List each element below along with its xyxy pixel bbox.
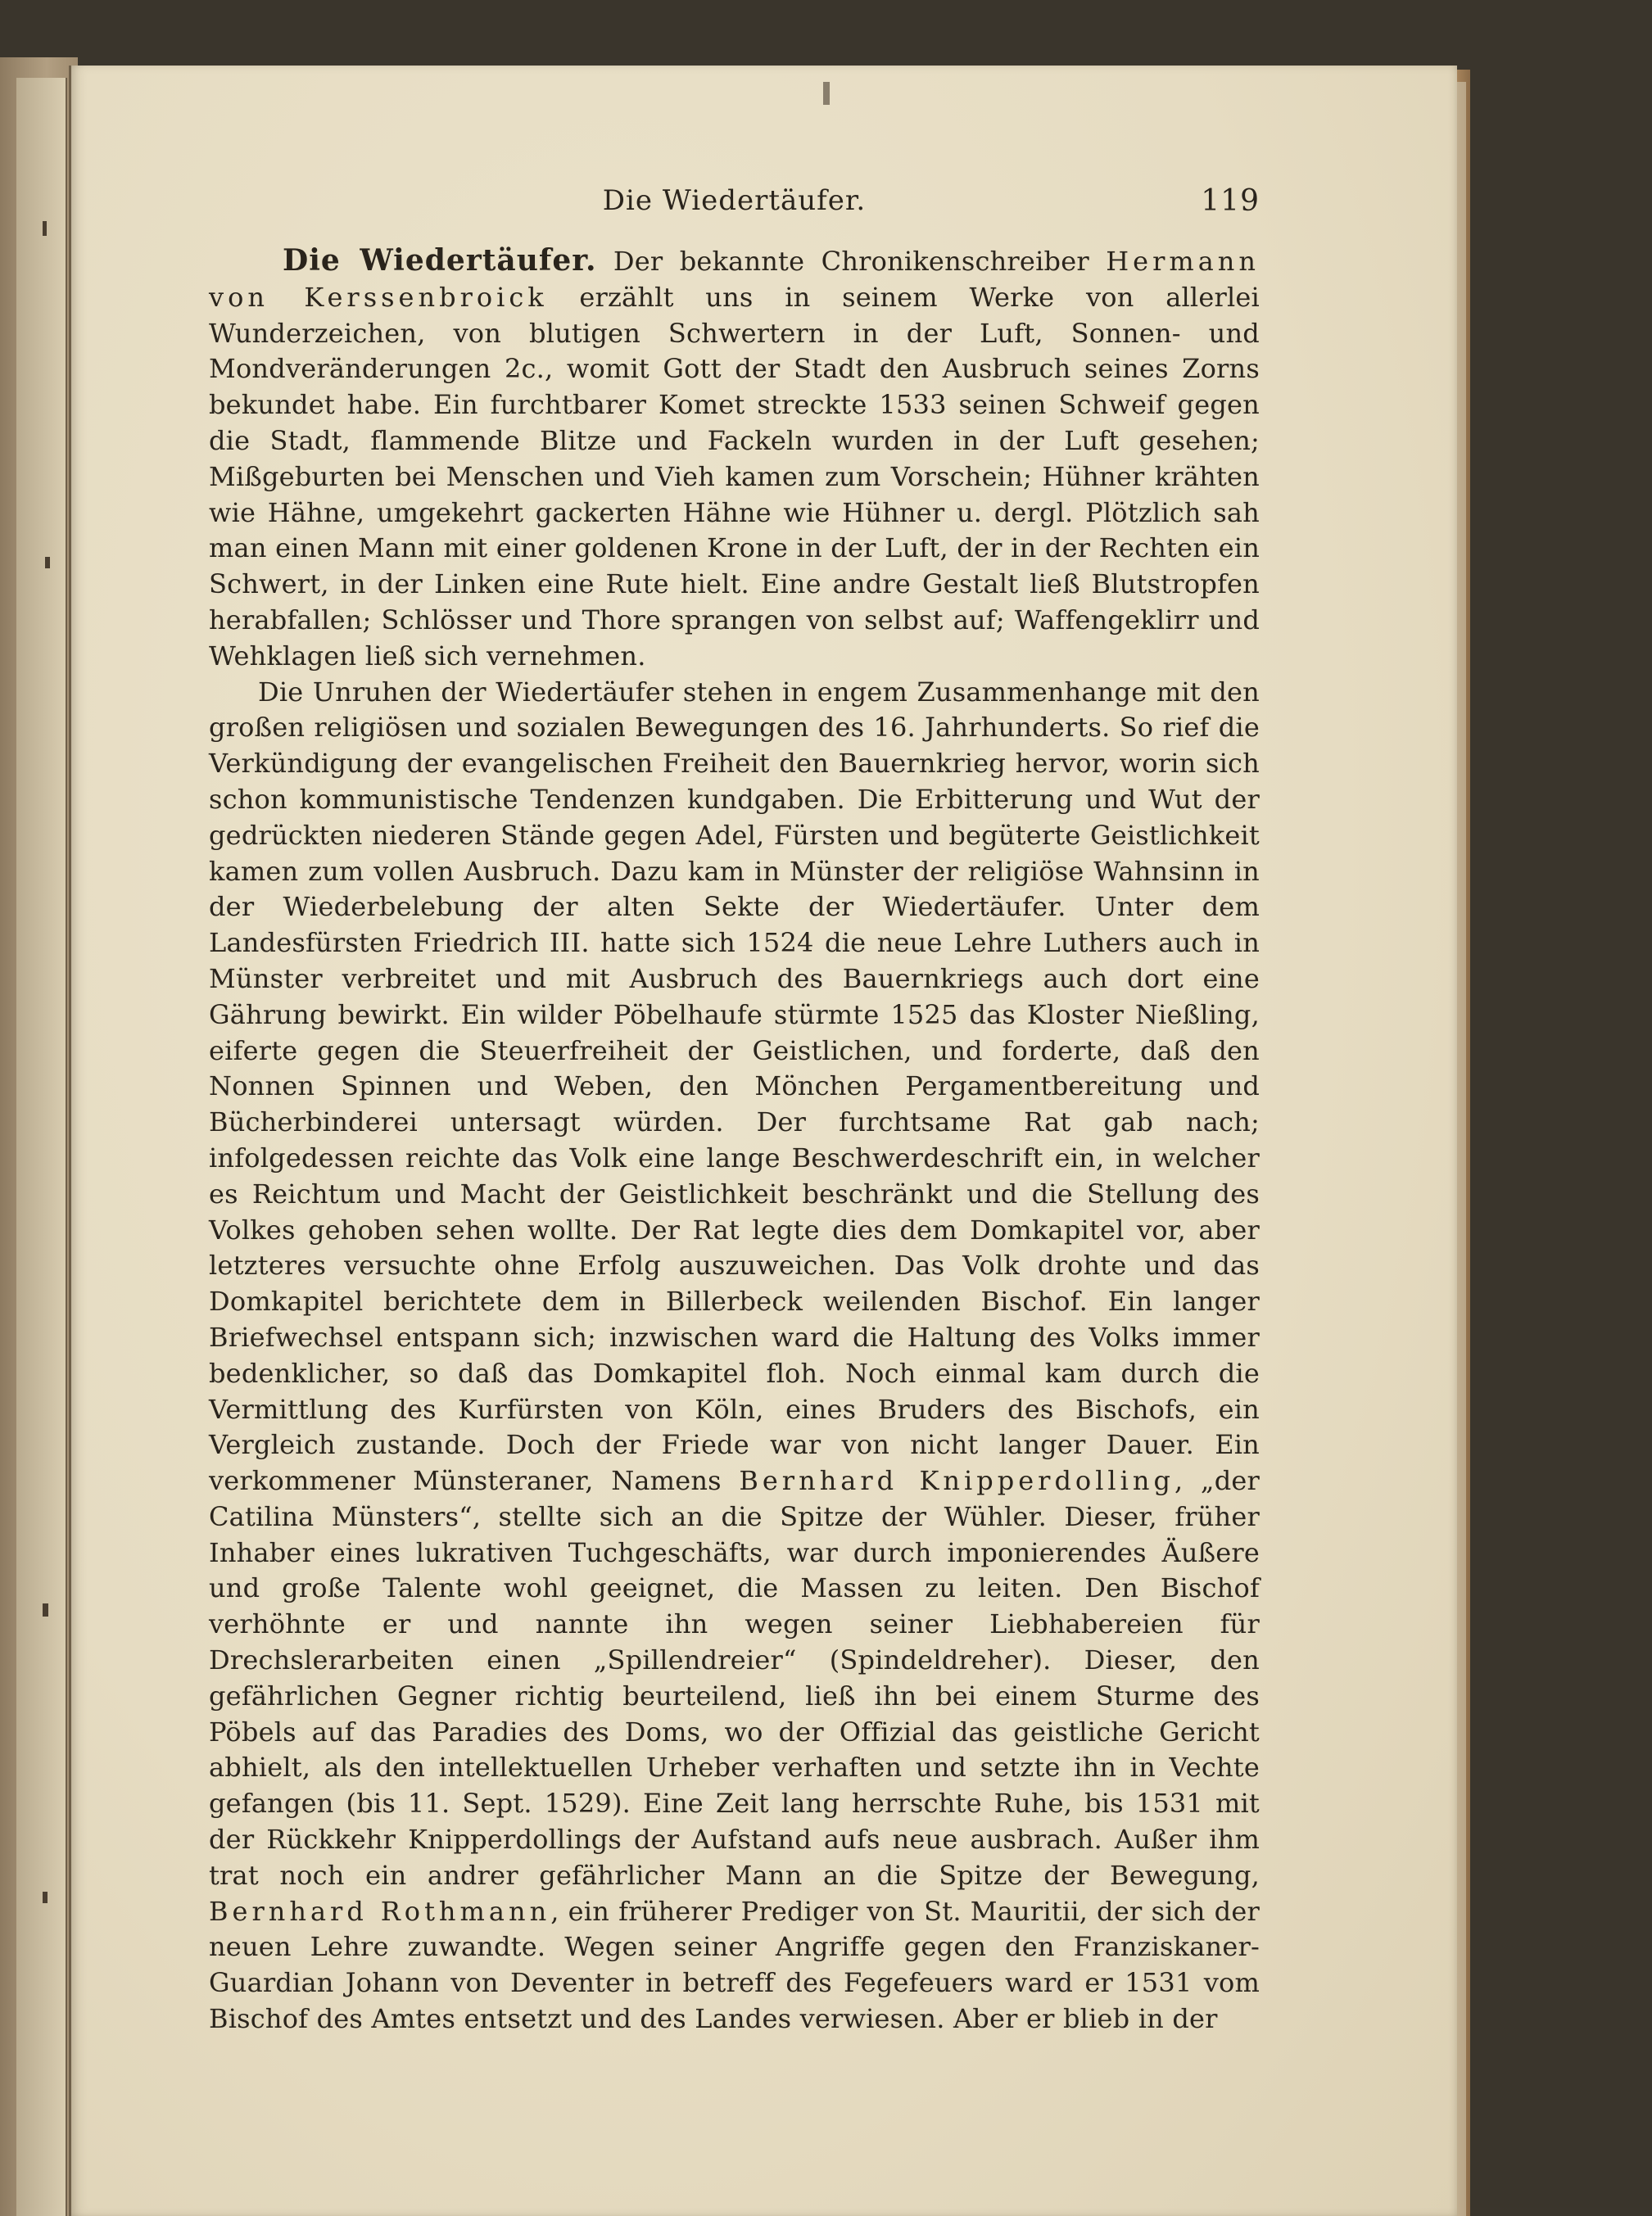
paragraph-2 bbox=[209, 675, 1260, 2037]
paragraph-1-text-a: Der bekannte Chronikenschreiber bbox=[613, 246, 1107, 277]
margin-mark bbox=[45, 557, 50, 568]
text-block bbox=[209, 184, 1260, 2133]
person-name: Bernhard Rothmann bbox=[209, 1895, 551, 1927]
gutter bbox=[69, 66, 71, 2216]
left-page-edge bbox=[16, 78, 67, 2216]
person-name: Bernhard Knipperdolling bbox=[739, 1465, 1175, 1497]
running-head bbox=[209, 184, 1260, 233]
body-text bbox=[209, 243, 1260, 2037]
margin-mark bbox=[43, 1892, 48, 1903]
paragraph-2-text-a: Die Unruhen der Wiedertäufer stehen in engem Zusammenhange mit den großen religiösen und sozialen Bewegungen des 16. Jahrhunderts. So rief die Verkündigung der evangelischen Freiheit den Bauernkrieg hervor, worin sich schon kommunistische Tendenzen kundgaben. Die Erbitterung und Wut der gedrückten niederen Stände gegen Adel, Fürsten und begüterte Geistlichkeit kamen zum vollen Ausbruch. Dazu kam in Münster der religiöse Wahnsinn in der Wiederbelebung der alten Sekte der Wiedertäufer. Unter dem Landesfürsten Friedrich III. hatte sich 1524 die neue Lehre Luthers auch in Münster verbreitet und mit Ausbruch des Bauernkriegs auch dort eine Gährung bewirkt. Ein wilder Pöbelhaufe stürmte 1525 das Kloster Nießling, eiferte gegen die Steuerfreiheit der Geistlichen, und forderte, daß den Nonnen Spinnen und Weben, den Mönchen Pergamentbereitung und Bücherbinderei untersagt würden. Der furchtsame Rat gab nach; infolgedessen reichte das Volk eine lange Beschwerdeschrift ein, in welcher es Reichtum und Macht der Geistlichkeit beschränkt und die Stellung des Volkes gehoben sehen wollte. Der Rat legte dies dem Domkapitel vor, aber letzteres versuchte ohne Erfolg auszuweichen. Das Volk drohte und das Domkapitel berichtete dem in Billerbeck weilenden Bischof. Ein langer Briefwechsel entspann sich; inzwischen ward die Haltung des Volks immer bedenklicher, so daß das Domkapitel floh. Noch einmal kam durch die Vermittlung des Kurfürsten von Köln, eines Bruders des Bischofs, ein Vergleich zustande. Doch der Friede war von nicht langer Dauer. Ein verkommener Münsteraner, Namens bbox=[209, 676, 1260, 1497]
margin-mark bbox=[43, 1603, 48, 1617]
page-number: 119 bbox=[1201, 184, 1260, 218]
running-title: Die Wiedertäufer. bbox=[602, 184, 867, 217]
person-name: Hermann von Kerssenbroick bbox=[209, 246, 1260, 313]
paragraph-2-text-b: , „der Catilina Münsters“, stellte sich an die Spitze der Wühler. Dieser, früher Inhaber eines lukrativen Tuchgeschäfts, war durch imponierendes Äußere und große Talente wohl geeignet, die Massen zu leiten. Den Bischof verhöhnte er und nannte ihn wegen seiner Liebhabereien für Drechslerarbeiten einen „Spillendreier“ (Spindeldreher). Dieser, den gefährlichen Gegner richtig beurteilend, ließ ihn bei einem Sturme des Pöbels auf das Paradies des Doms, wo der Offizial das geistliche Gericht abhielt, als den intellektuellen Urheber verhaften und setzte ihn in Vechte gefangen (bis 11. Sept. 1529). Eine Zeit lang herrschte Ruhe, bis 1531 mit der Rückkehr Knipperdollings der Aufstand aufs neue ausbrach. Außer ihm trat noch ein andrer gefährlicher Mann an die Spitze der Bewegung, bbox=[209, 1465, 1260, 1891]
margin-mark bbox=[43, 221, 47, 236]
section-heading: Die Wiedertäufer. bbox=[283, 243, 597, 278]
paragraph-2-text-c: , ein früherer Prediger von St. Mauritii, der sich der neuen Lehre zuwandte. Wegen seiner Angriffe gegen den Franziskaner-Guardian Johann von Deventer in betreff des Fegefeuers ward er 1531 vom Bischof des Amtes entsetzt und des Landes verwiesen. Aber er blieb in der bbox=[209, 1895, 1260, 2035]
page-speck bbox=[823, 82, 830, 105]
paragraph-1-text-b: erzählt uns in seinem Werke von allerlei Wunderzeichen, von blutigen Schwertern in der Luft, Sonnen- und Mondveränderungen 2c., womit Gott der Stadt den Ausbruch seines Zorns bekundet habe. Ein furchtbarer Komet streckte 1533 seinen Schweif gegen die Stadt, flammende Blitze und Fackeln wurden in der Luft gesehen; Mißgeburten bei Menschen und Vieh kamen zum Vorschein; Hühner krähten wie Hähne, umgekehrt gackerten Hähne wie Hühner u. dergl. Plötzlich sah man einen Mann mit einer goldenen Krone in der Luft, der in der Rechten ein Schwert, in der Linken eine Rute hielt. Eine andre Gestalt ließ Blutstropfen herabfallen; Schlösser und Thore sprangen von selbst auf; Waffengeklirr und Wehklagen ließ sich vernehmen. bbox=[209, 281, 1260, 672]
paragraph-1 bbox=[209, 243, 1260, 675]
